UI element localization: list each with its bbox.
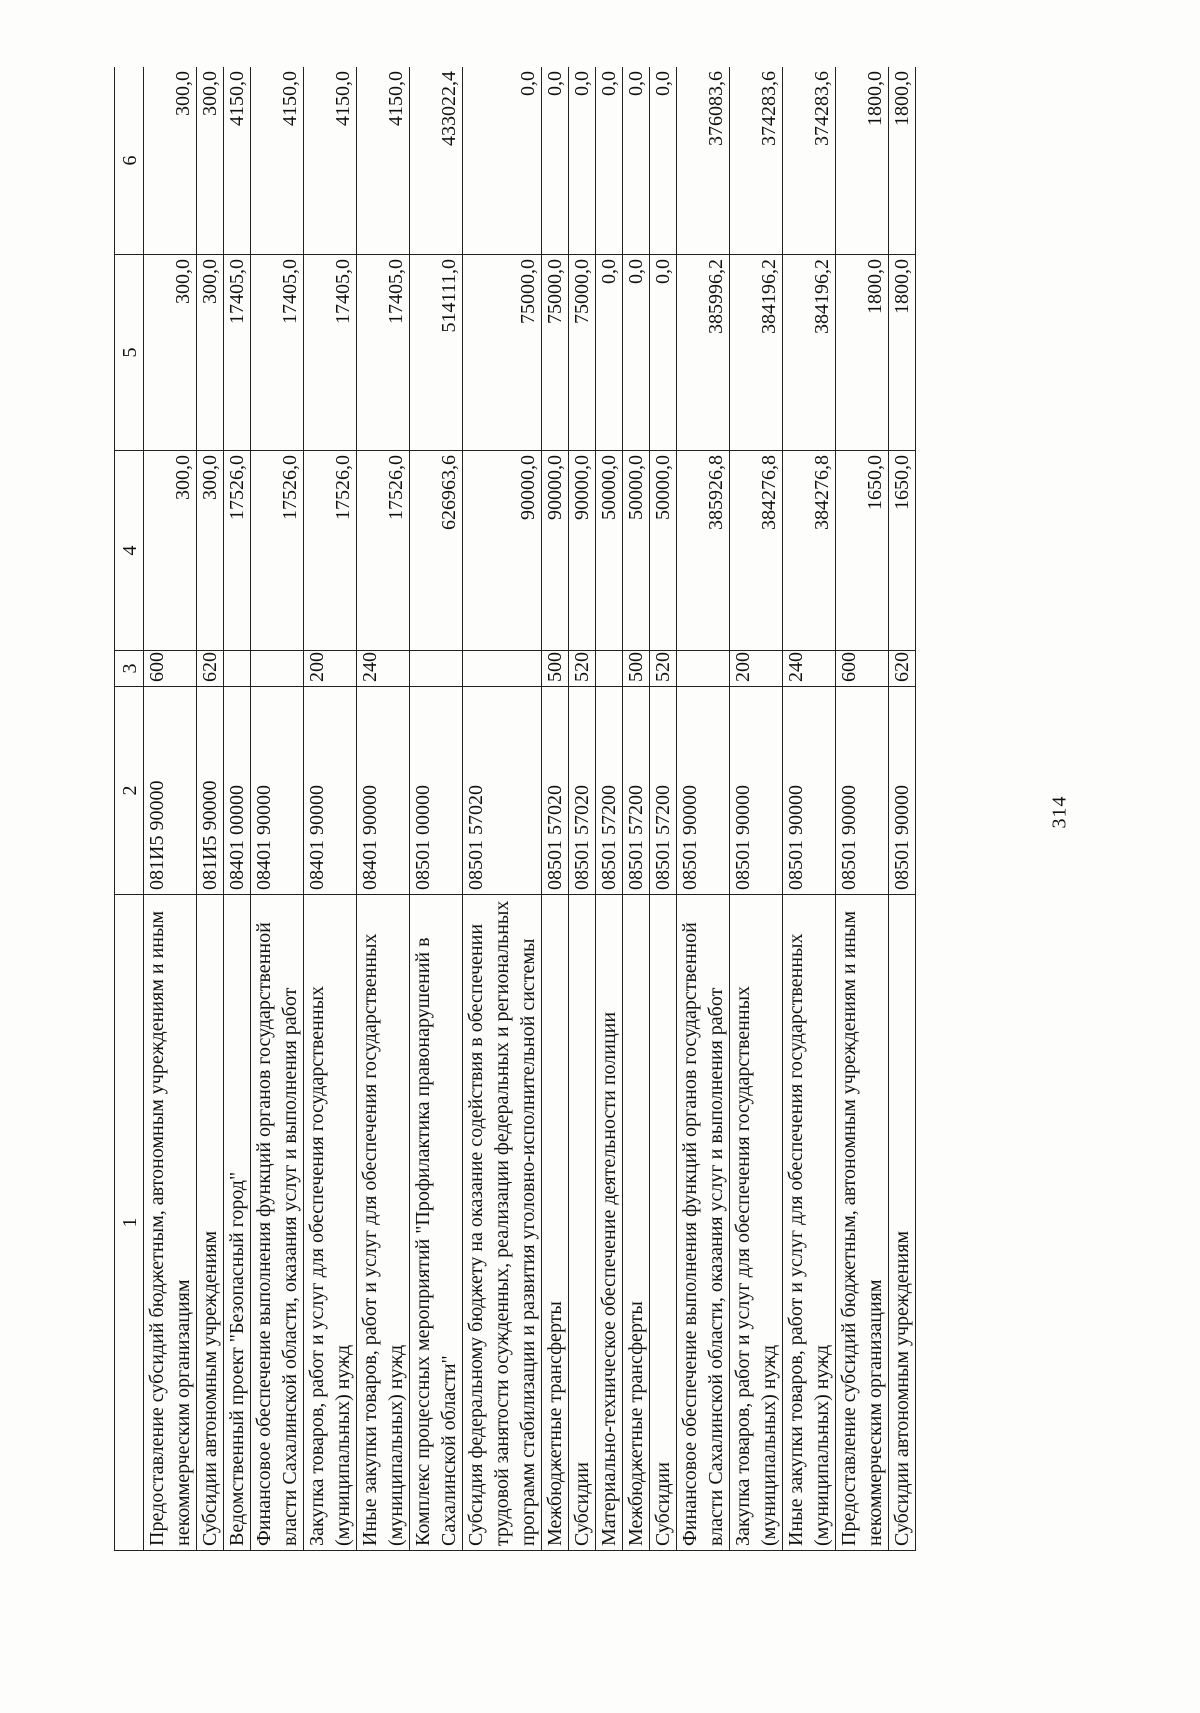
row-col5-cell: 17405,0 — [224, 255, 251, 451]
row-name-cell: Субсидии автономным учреждениям — [197, 895, 224, 1551]
row-col4-cell: 1650,0 — [889, 451, 916, 651]
row-col4-cell: 90000,0 — [569, 451, 596, 651]
row-code-cell: 08501 57200 — [596, 687, 623, 895]
row-col4-cell: 17526,0 — [304, 451, 357, 651]
table-row — [650, 67, 677, 1551]
row-code-cell: 081И5 90000 — [197, 687, 224, 895]
row-name-cell: Предоставление субсидий бюджетным, автономным учреждениям и иным некоммерческим организациям — [836, 895, 889, 1551]
row-vr-cell: 200 — [304, 651, 357, 687]
row-name-cell: Закупка товаров, работ и услуг для обеспечения государственных (муниципальных) нужд — [730, 895, 783, 1551]
row-vr-cell — [224, 651, 251, 687]
header-row — [115, 67, 144, 1551]
row-col6-cell: 0,0 — [623, 67, 650, 255]
budget-table — [114, 67, 916, 1551]
row-col6-cell: 433022,4 — [410, 67, 463, 255]
header-col-6: 6 — [115, 67, 144, 255]
page-number: 314 — [1048, 795, 1071, 829]
table-row — [251, 67, 304, 1551]
header-col-3: 3 — [115, 651, 144, 687]
row-col5-cell: 0,0 — [596, 255, 623, 451]
row-col6-cell: 0,0 — [650, 67, 677, 255]
row-vr-cell — [463, 651, 542, 687]
table-row — [623, 67, 650, 1551]
row-col4-cell: 50000,0 — [650, 451, 677, 651]
row-col4-cell: 17526,0 — [224, 451, 251, 651]
row-vr-cell: 600 — [144, 651, 197, 687]
row-col5-cell: 384196,2 — [783, 255, 836, 451]
table-row — [730, 67, 783, 1551]
row-code-cell: 081И5 90000 — [144, 687, 197, 895]
row-col6-cell: 0,0 — [569, 67, 596, 255]
row-col6-cell: 4150,0 — [224, 67, 251, 255]
row-code-cell: 08501 90000 — [889, 687, 916, 895]
row-vr-cell: 620 — [889, 651, 916, 687]
row-col6-cell: 300,0 — [144, 67, 197, 255]
table-row — [197, 67, 224, 1551]
row-code-cell: 08501 57020 — [569, 687, 596, 895]
row-col6-cell: 4150,0 — [251, 67, 304, 255]
row-vr-cell — [677, 651, 730, 687]
table-row — [357, 67, 410, 1551]
row-col6-cell: 376083,6 — [677, 67, 730, 255]
row-vr-cell: 600 — [836, 651, 889, 687]
row-code-cell: 08501 57200 — [623, 687, 650, 895]
row-code-cell: 08401 00000 — [224, 687, 251, 895]
row-col5-cell: 1800,0 — [889, 255, 916, 451]
row-col6-cell: 0,0 — [463, 67, 542, 255]
row-vr-cell — [596, 651, 623, 687]
row-col5-cell: 75000,0 — [569, 255, 596, 451]
row-name-cell: Финансовое обеспечение выполнения функций органов государственной власти Сахалинской области, оказания услуг и выполнения работ — [677, 895, 730, 1551]
row-col4-cell: 384276,8 — [783, 451, 836, 651]
row-col4-cell: 50000,0 — [596, 451, 623, 651]
row-col6-cell: 1800,0 — [836, 67, 889, 255]
row-col4-cell: 1650,0 — [836, 451, 889, 651]
table-row — [410, 67, 463, 1551]
row-name-cell: Субсидии автономным учреждениям — [889, 895, 916, 1551]
row-vr-cell — [410, 651, 463, 687]
table-row — [889, 67, 916, 1551]
row-col4-cell: 300,0 — [197, 451, 224, 651]
table-row — [144, 67, 197, 1551]
row-code-cell: 08401 90000 — [251, 687, 304, 895]
row-name-cell: Финансовое обеспечение выполнения функций органов государственной власти Сахалинской области, оказания услуг и выполнения работ — [251, 895, 304, 1551]
row-code-cell: 08501 57020 — [463, 687, 542, 895]
row-name-cell: Комплекс процессных мероприятий "Профилактика правонарушений в Сахалинской области" — [410, 895, 463, 1551]
row-col6-cell: 0,0 — [596, 67, 623, 255]
row-col4-cell: 384276,8 — [730, 451, 783, 651]
row-name-cell: Закупка товаров, работ и услуг для обеспечения государственных (муниципальных) нужд — [304, 895, 357, 1551]
row-code-cell: 08501 90000 — [783, 687, 836, 895]
row-col6-cell: 0,0 — [542, 67, 569, 255]
row-name-cell: Ведомственный проект "Безопасный город" — [224, 895, 251, 1551]
row-col4-cell: 385926,8 — [677, 451, 730, 651]
row-code-cell: 08401 90000 — [357, 687, 410, 895]
row-col5-cell: 17405,0 — [357, 255, 410, 451]
row-col6-cell: 374283,6 — [730, 67, 783, 255]
row-col6-cell: 4150,0 — [357, 67, 410, 255]
row-col5-cell: 384196,2 — [730, 255, 783, 451]
table-frame — [114, 67, 1076, 1551]
row-col5-cell: 0,0 — [650, 255, 677, 451]
table-row — [783, 67, 836, 1551]
table-row — [224, 67, 251, 1551]
row-vr-cell: 200 — [730, 651, 783, 687]
row-code-cell: 08501 00000 — [410, 687, 463, 895]
row-name-cell: Межбюджетные трансферты — [623, 895, 650, 1551]
table-row — [569, 67, 596, 1551]
row-vr-cell — [251, 651, 304, 687]
row-col4-cell: 300,0 — [144, 451, 197, 651]
row-col5-cell: 75000,0 — [542, 255, 569, 451]
row-vr-cell: 240 — [357, 651, 410, 687]
header-col-1: 1 — [115, 895, 144, 1551]
row-name-cell: Иные закупки товаров, работ и услуг для обеспечения государственных (муниципальных) нужд — [783, 895, 836, 1551]
row-name-cell: Субсидии — [650, 895, 677, 1551]
row-col4-cell: 626963,6 — [410, 451, 463, 651]
table-row — [463, 67, 542, 1551]
row-name-cell: Материально-техническое обеспечение деятельности полиции — [596, 895, 623, 1551]
row-col4-cell: 17526,0 — [357, 451, 410, 651]
row-col6-cell: 4150,0 — [304, 67, 357, 255]
row-name-cell: Субсидии — [569, 895, 596, 1551]
row-col5-cell: 75000,0 — [463, 255, 542, 451]
header-col-4: 4 — [115, 451, 144, 651]
row-col4-cell: 90000,0 — [463, 451, 542, 651]
row-code-cell: 08501 90000 — [730, 687, 783, 895]
table-row — [596, 67, 623, 1551]
table-body — [144, 67, 916, 1551]
header-col-5: 5 — [115, 255, 144, 451]
row-col5-cell: 1800,0 — [836, 255, 889, 451]
row-col6-cell: 300,0 — [197, 67, 224, 255]
table-row — [304, 67, 357, 1551]
row-vr-cell: 620 — [197, 651, 224, 687]
row-name-cell: Субсидия федеральному бюджету на оказание содействия в обеспечении трудовой занятости осужденных, реализации федеральных и региональных программ стабилизации и развития уголовно-исполнительной системы — [463, 895, 542, 1551]
table-row — [677, 67, 730, 1551]
row-col4-cell: 50000,0 — [623, 451, 650, 651]
row-code-cell: 08501 57020 — [542, 687, 569, 895]
header-col-2: 2 — [115, 687, 144, 895]
row-vr-cell: 240 — [783, 651, 836, 687]
row-col5-cell: 514111,0 — [410, 255, 463, 451]
row-col5-cell: 17405,0 — [304, 255, 357, 451]
table-row — [542, 67, 569, 1551]
row-vr-cell: 500 — [542, 651, 569, 687]
row-col4-cell: 17526,0 — [251, 451, 304, 651]
row-col5-cell: 300,0 — [197, 255, 224, 451]
row-vr-cell: 500 — [623, 651, 650, 687]
row-code-cell: 08401 90000 — [304, 687, 357, 895]
row-col5-cell: 0,0 — [623, 255, 650, 451]
row-col5-cell: 300,0 — [144, 255, 197, 451]
row-code-cell: 08501 90000 — [836, 687, 889, 895]
row-col6-cell: 1800,0 — [889, 67, 916, 255]
row-code-cell: 08501 57200 — [650, 687, 677, 895]
row-col6-cell: 374283,6 — [783, 67, 836, 255]
row-name-cell: Иные закупки товаров, работ и услуг для обеспечения государственных (муниципальных) нужд — [357, 895, 410, 1551]
row-code-cell: 08501 90000 — [677, 687, 730, 895]
row-vr-cell: 520 — [569, 651, 596, 687]
row-col5-cell: 17405,0 — [251, 255, 304, 451]
row-name-cell: Предоставление субсидий бюджетным, автономным учреждениям и иным некоммерческим организациям — [144, 895, 197, 1551]
row-col5-cell: 385996,2 — [677, 255, 730, 451]
row-vr-cell: 520 — [650, 651, 677, 687]
row-name-cell: Межбюджетные трансферты — [542, 895, 569, 1551]
row-col4-cell: 90000,0 — [542, 451, 569, 651]
table-row — [836, 67, 889, 1551]
